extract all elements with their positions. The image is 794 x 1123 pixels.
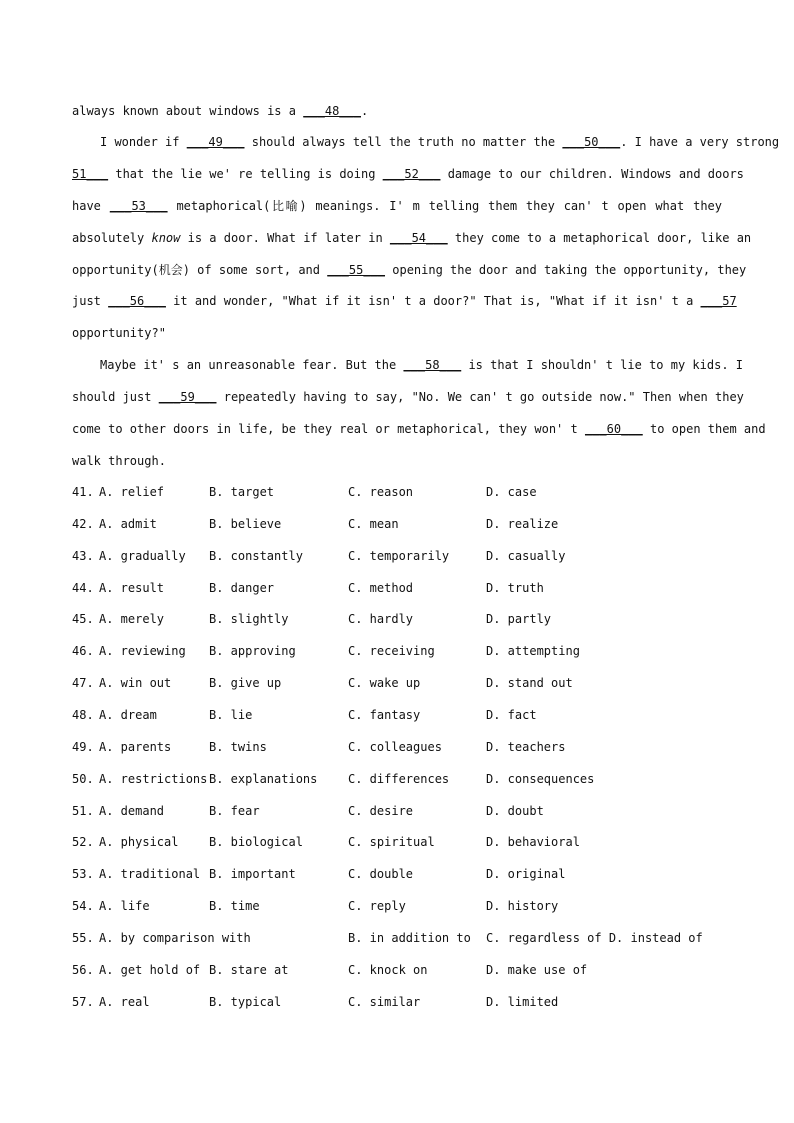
question-row: [72, 573, 772, 605]
blank-58: ___58___: [403, 358, 462, 372]
passage-text: just: [72, 294, 109, 309]
option-a: A. by comparison with: [99, 930, 251, 945]
option-c: B. in addition to: [348, 930, 471, 945]
option-d: D. make use of: [486, 962, 588, 977]
option-b: B. twins: [209, 739, 267, 754]
question-number: 44.: [72, 580, 94, 595]
question-row: [72, 923, 772, 955]
question-number: 50.: [72, 771, 94, 786]
option-a: A. merely: [99, 612, 165, 627]
passage-paragraph-3: [72, 350, 766, 478]
passage-text: .: [360, 104, 369, 118]
passage-text: metaphorical(: [167, 198, 271, 213]
option-d: D. case: [486, 485, 537, 499]
option-c: C. wake up: [348, 676, 421, 691]
question-number: 52.: [72, 835, 94, 850]
question-row: [72, 636, 772, 668]
option-d: D. truth: [486, 580, 544, 595]
option-d: D. consequences: [486, 771, 595, 786]
question-number: 51.: [72, 803, 94, 818]
emphasized-word: know: [151, 230, 181, 245]
passage-paragraph-2: [72, 127, 780, 350]
question-row: [72, 987, 772, 1019]
option-d: D. limited: [486, 994, 559, 1009]
question-row: [72, 700, 772, 732]
blank-51: 51___: [72, 166, 109, 181]
passage-line: [72, 127, 780, 159]
option-a: A. get hold of: [99, 962, 201, 977]
option-c: C. reason: [348, 485, 414, 499]
option-b: B. biological: [209, 835, 303, 850]
passage-line: [72, 286, 737, 318]
option-d: D. fact: [486, 707, 537, 722]
passage-text: they come to a metaphorical door, like an: [447, 230, 752, 245]
option-d: D. realize: [486, 516, 559, 531]
question-number: 42.: [72, 516, 94, 531]
question-number: 54.: [72, 899, 94, 914]
chinese-gloss: 比喻: [270, 198, 300, 213]
chinese-gloss: 机会: [158, 262, 183, 277]
option-d: D. teachers: [486, 739, 566, 754]
question-row: [72, 859, 772, 891]
option-b: B. fear: [209, 803, 260, 818]
passage-text: come to other doors in life, be they real or metaphorical, they won' t: [72, 421, 585, 436]
option-b: B. slightly: [209, 612, 289, 627]
blank-49: ___49___: [186, 135, 245, 149]
option-b: B. target: [209, 485, 275, 499]
option-c: C. hardly: [348, 612, 414, 627]
option-b: B. time: [209, 899, 260, 914]
option-b: B. stare at: [209, 962, 289, 977]
question-number: 48.: [72, 707, 94, 722]
passage-line: [72, 191, 722, 223]
passage-line: [72, 223, 752, 255]
question-row: [72, 668, 772, 700]
option-c: C. desire: [348, 803, 414, 818]
passage-line: [72, 159, 744, 191]
option-b: B. lie: [209, 707, 253, 722]
option-a: A. gradually: [99, 548, 186, 563]
option-a: A. life: [99, 899, 150, 914]
passage-text: is that I shouldn' t lie to my kids. I: [461, 358, 743, 372]
question-row: [72, 477, 772, 509]
passage-line: [72, 414, 766, 446]
passage-text: I wonder if: [100, 135, 187, 149]
option-c: C. temporarily: [348, 548, 450, 563]
option-a: A. parents: [99, 739, 172, 754]
question-number: 43.: [72, 548, 94, 563]
option-c: C. mean: [348, 516, 399, 531]
passage-text: that the lie we' re telling is doing: [108, 166, 383, 181]
option-a: A. restrictions: [99, 771, 208, 786]
passage-text: . I have a very strong: [620, 135, 780, 149]
passage-text: opportunity?": [72, 326, 166, 341]
passage-text: damage to our children. Windows and doors: [440, 166, 744, 181]
option-d: D. history: [486, 899, 559, 914]
option-a: A. win out: [99, 676, 172, 691]
option-b: B. approving: [209, 644, 296, 659]
option-c: C. spiritual: [348, 835, 435, 850]
passage-text: absolutely: [72, 230, 152, 245]
option-b: B. typical: [209, 994, 282, 1009]
question-number: 57.: [72, 994, 94, 1009]
passage-line: [72, 318, 722, 350]
passage-text: ) meanings. I' m telling them they can' t open what they: [299, 198, 722, 213]
option-a: A. relief: [99, 485, 165, 499]
option-a: A. traditional: [99, 867, 201, 882]
option-b: B. important: [209, 867, 296, 882]
passage-text: walk through.: [72, 453, 166, 468]
option-a: A. dream: [99, 707, 157, 722]
question-number: 53.: [72, 867, 94, 882]
passage-text: always known about windows is a: [72, 104, 304, 118]
option-b: B. explanations: [209, 771, 318, 786]
question-row: [72, 891, 772, 923]
passage-line: [72, 255, 747, 287]
option-c: C. similar: [348, 994, 421, 1009]
question-row: [72, 541, 772, 573]
option-d: D. behavioral: [486, 835, 580, 850]
option-a: A. physical: [99, 835, 179, 850]
option-a: A. result: [99, 580, 165, 595]
passage-line: [72, 350, 743, 382]
option-d: D. stand out: [486, 676, 573, 691]
option-a: A. reviewing: [99, 644, 186, 659]
option-c: C. method: [348, 580, 414, 595]
option-a: A. real: [99, 994, 150, 1009]
passage-line: [72, 382, 744, 414]
option-c: C. differences: [348, 771, 450, 786]
passage-text: Maybe it' s an unreasonable fear. But the: [100, 358, 404, 372]
option-c: C. knock on: [348, 962, 428, 977]
blank-50: ___50___: [562, 135, 621, 149]
blank-56: ___56___: [108, 294, 166, 309]
option-d: C. regardless of D. instead of: [486, 930, 703, 945]
option-c: C. colleagues: [348, 739, 442, 754]
question-row: [72, 604, 772, 636]
question-row: [72, 732, 772, 764]
passage-text: it and wonder, "What if it isn' t a door?" That is, "What if it isn' t a: [165, 294, 701, 309]
question-number: 55.: [72, 930, 94, 945]
passage-text: should just: [72, 389, 159, 404]
option-b: B. danger: [209, 580, 275, 595]
passage-line-48: [72, 96, 722, 128]
question-number: 41.: [72, 485, 94, 499]
option-d: D. original: [486, 867, 566, 882]
question-number: 45.: [72, 612, 94, 627]
question-number: 56.: [72, 962, 94, 977]
blank-57: ___57: [700, 294, 737, 309]
option-a: A. demand: [99, 803, 165, 818]
passage-text: repeatedly having to say, "No. We can' t go outside now." Then when they: [216, 389, 744, 404]
question-number: 47.: [72, 676, 94, 691]
option-c: C. double: [348, 867, 414, 882]
question-number: 46.: [72, 644, 94, 659]
question-row: [72, 796, 772, 828]
passage-text: opening the door and taking the opportunity, they: [385, 262, 747, 277]
blank-52: ___52___: [382, 166, 441, 181]
passage-text: is a door. What if later in: [180, 230, 390, 245]
question-row: [72, 764, 772, 796]
passage-text: opportunity(: [72, 262, 159, 277]
question-row: [72, 955, 772, 987]
passage-text: should always tell the truth no matter the: [244, 135, 563, 149]
option-b: B. give up: [209, 676, 282, 691]
blank-54: ___54___: [389, 230, 448, 245]
passage-text: to open them and: [642, 421, 766, 436]
option-c: C. reply: [348, 899, 406, 914]
question-number: 49.: [72, 739, 94, 754]
option-b: B. believe: [209, 516, 282, 531]
option-d: D. doubt: [486, 803, 544, 818]
blank-60: ___60___: [584, 421, 643, 436]
passage-text: ) of some sort, and: [182, 262, 328, 277]
blank-48: ___48___: [303, 104, 361, 118]
passage-line: [72, 446, 722, 478]
option-c: C. receiving: [348, 644, 435, 659]
option-d: D. casually: [486, 548, 566, 563]
blank-59: ___59___: [158, 389, 217, 404]
option-a: A. admit: [99, 516, 157, 531]
blank-53: ___53___: [109, 198, 168, 213]
question-row: [72, 509, 772, 541]
passage-text: have: [72, 198, 110, 213]
question-row: [72, 827, 772, 859]
option-d: D. attempting: [486, 644, 580, 659]
blank-55: ___55___: [327, 262, 386, 277]
option-c: C. fantasy: [348, 707, 421, 722]
option-d: D. partly: [486, 612, 552, 627]
option-b: B. constantly: [209, 548, 303, 563]
